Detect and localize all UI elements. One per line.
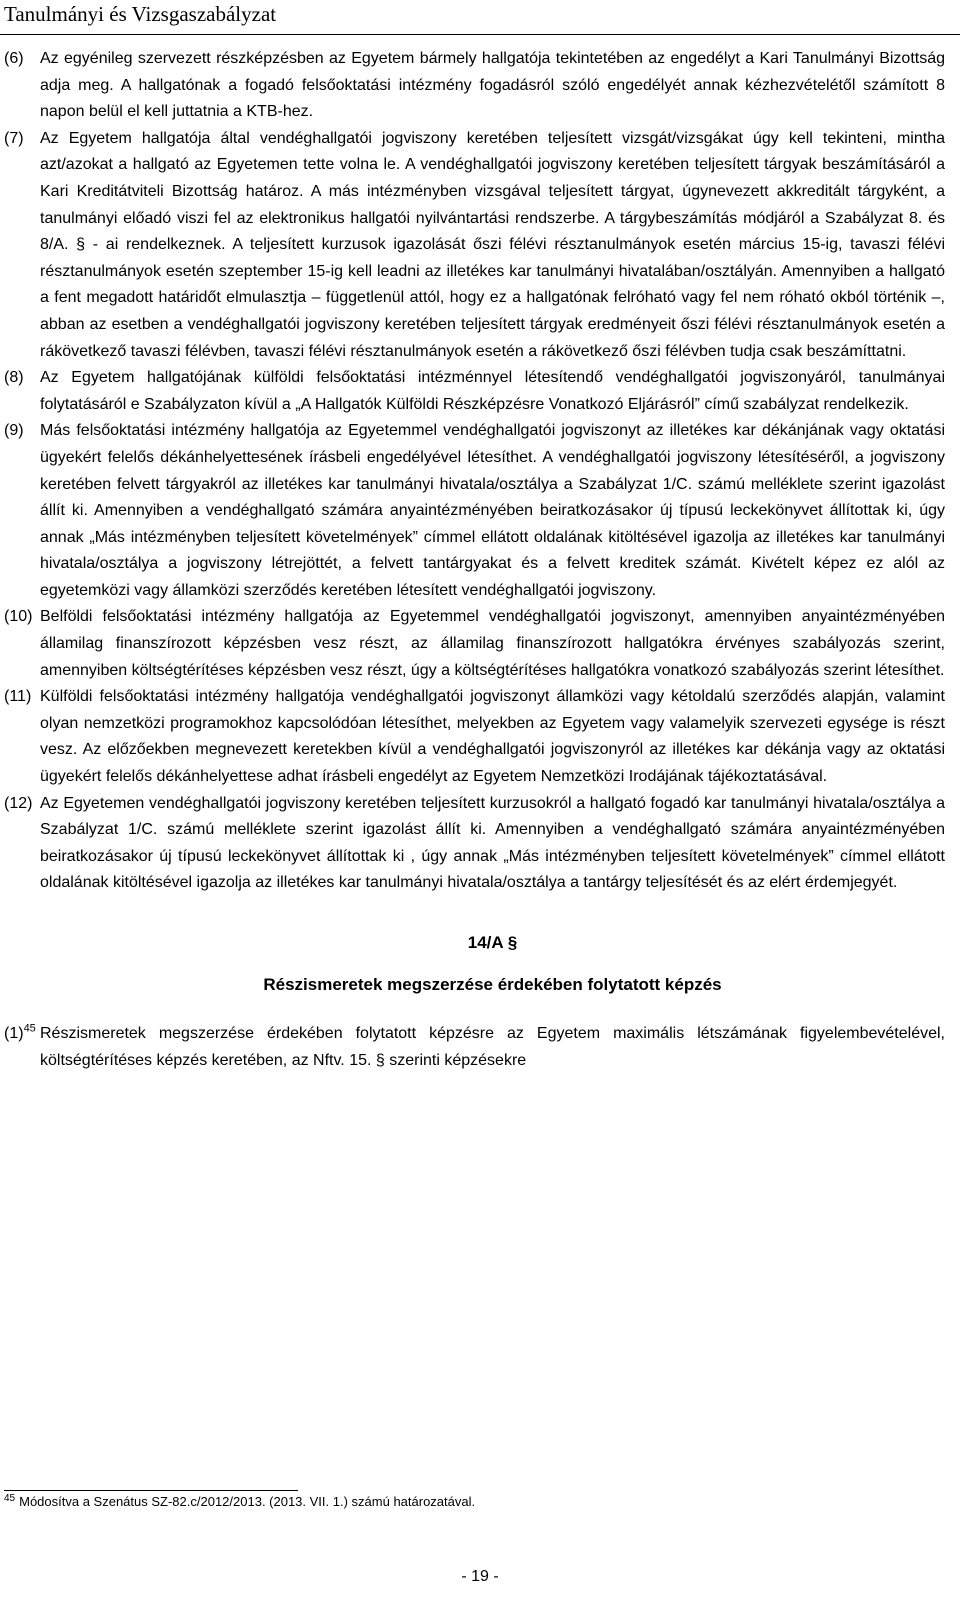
paragraph-number xyxy=(4,1021,36,1048)
paragraph-number: (8) xyxy=(4,369,24,387)
page-header xyxy=(0,0,960,36)
section-number: 14/A § xyxy=(467,933,518,952)
footnote xyxy=(4,1494,475,1509)
paragraph-text: Az Egyetem hallgatója által vendéghallgatói jogviszony keretében teljesített vizsgát/vizsgákat úgy kell tekinteni, mintha azt/azokat a hallgató az Egyetemen tette volna le. A vendéghallgatói jogviszony keretében teljesített tárgyak beszámításáról a Kari Kreditátviteli Bizottság határoz. A más intézményben vizsgával teljesített tárgyat, úgynevezett akkreditált tárgyként, a tanulmányi előadó viszi fel az elektronikus hallgatói nyilvántartási rendszerbe. A tárgybeszámítás módjáról a Szabályzat 8. és 8/A. § - ai rendelkeznek. A teljesített kurzusok igazolását őszi félévi résztanulmányok esetén március 15-ig, tavaszi félévi résztanulmányok esetén szeptember 15-ig kell leadni az illetékes kar tanulmányi hivatalában/osztályán. Amennyiben a hallgató a fent megadott határidőt elmulasztja – függetlenül attól, hogy ez a hallgatónak felróható vagy fel nem róható okból történik –, abban az esetben a vendéghallgatói jogviszony keretében teljesített tárgyak eredményeit őszi félévi résztanulmányok esetén a rákövetkező tavaszi félévben, tavaszi félévi résztanulmányok esetén a rákövetkező őszi félévben tudja csak beszámíttatni. xyxy=(40,129,945,360)
paragraph-9 xyxy=(0,418,945,604)
paragraph-8 xyxy=(0,365,945,418)
header-divider xyxy=(0,34,960,35)
paragraph-text: Más felsőoktatási intézmény hallgatója az Egyetemmel vendéghallgatói jogviszonyt az illetékes kar dékánjának vagy oktatási ügyekért felelős dékánhelyettesének írásbeli engedélyével létesíthet. A vendéghallgatói jogviszony létesítéséről, a jogviszony keretében felvett tárgyakról az illetékes kar tanulmányi hivatala/osztálya a Szabályzat 1/C. számú melléklete szerint igazolást állít ki. Amennyiben a vendéghallgató számára anyaintézményében beiratkozásakor új típusú leckekönyvet állítottak ki, úgy annak „Más intézményben teljesített követelmények” címmel ellátott oldalának kitöltésével igazolja az illetékes kar tanulmányi hivatala/osztálya a jogviszony létrejöttét, a felvett tantárgyakat és a felvett kreditek számát. Kivételt képez ez alól az egyetemközi vagy államközi szerződés keretében létesített vendéghallgatói jogviszony. xyxy=(40,422,945,599)
paragraph-number: (10) xyxy=(4,608,33,626)
document-body xyxy=(0,46,945,1074)
paragraph-number: (12) xyxy=(4,794,33,812)
footnote-mark: 45 xyxy=(4,1492,16,1504)
paragraph-11 xyxy=(0,684,945,790)
paragraph-number-label: (1) xyxy=(4,1025,24,1042)
section-title: Részismeretek megszerzése érdekében folytatott képzés xyxy=(263,975,722,994)
paragraph-text: Külföldi felsőoktatási intézmény hallgatója vendéghallgatói jogviszonyt államközi vagy kétoldalú szerződés alapján, valamint olyan nemzetközi programokhoz kapcsolódóan létesíthet, melyekben az Egyetem vagy valamelyik szervezeti egysége is részt vesz. Az előzőekben megnevezett keretekben kívül a vendéghallgatói jogviszonyról az illetékes kar dékánja vagy az oktatási ügyekért felelős dékánhelyettese adhat írásbeli engedélyt az Egyetem Nemzetközi Irodájának tájékoztatásával. xyxy=(40,688,945,786)
paragraph-text: Belföldi felsőoktatási intézmény hallgatója az Egyetemmel vendéghallgatói jogviszonyt, amennyiben anyaintézményében államilag finanszírozott képzésben vesz részt, az államilag finanszírozott hallgatókra érvényes szabályozás szerint, amennyiben költségtérítéses képzésben vesz részt, úgy a költségtérítéses hallgatókra vonatkozó szabályozás szerint létesíthet. xyxy=(40,608,945,679)
paragraph-text: Részismeretek megszerzése érdekében folytatott képzésre az Egyetem maximális létszámának figyelembevételével, költségtérítéses képzés keretében, az Nftv. 15. § szerinti képzésekre xyxy=(40,1025,945,1069)
paragraph-12 xyxy=(0,791,945,897)
paragraph-number: (9) xyxy=(4,422,24,440)
footnote-reference[interactable]: 45 xyxy=(23,1022,36,1035)
paragraph-number: (7) xyxy=(4,129,24,147)
paragraph-number: (11) xyxy=(4,688,32,706)
paragraph-7 xyxy=(0,126,945,365)
paragraph-number: (6) xyxy=(4,50,24,67)
footnote-text: Módosítva a Szenátus SZ-82.c/2012/2013. (2013. VII. 1.) számú határozatával. xyxy=(19,1494,476,1509)
paragraph-10 xyxy=(0,604,945,684)
paragraph-6 xyxy=(0,46,945,126)
document-title: Tanulmányi és Vizsgaszabályzat xyxy=(4,2,277,26)
footnote-divider xyxy=(4,1490,298,1491)
paragraph-text: Az Egyetemen vendéghallgatói jogviszony keretében teljesített kurzusokról a hallgató fogadó kar tanulmányi hivatala/osztálya a Szabályzat 1/C. számú melléklete szerint igazolást állít ki. Amennyiben a vendéghallgató számára anyaintézményében beiratkozásakor új típusú leckekönyvet állítottak ki , úgy annak „Más intézményben teljesített követelmények” címmel ellátott oldalának kitöltésével igazolja az illetékes kar tanulmányi hivatala/osztálya a tantárgy teljesítését és az elért érdemjegyét. xyxy=(40,794,945,892)
page-number: - 19 - xyxy=(461,1568,499,1585)
section-paragraph-1 xyxy=(0,1021,945,1074)
paragraph-text: Az egyénileg szervezett részképzésben az Egyetem bármely hallgatója tekintetében az engedélyt a Kari Tanulmányi Bizottság adja meg. A hallgatónak a fogadó felsőoktatási intézmény fogadásról szóló engedélyét annak kézhezvételétől számított 8 napon belül el kell juttatnia a KTB-hez. xyxy=(40,50,945,121)
paragraph-text: Az Egyetem hallgatójának külföldi felsőoktatási intézménnyel létesítendő vendéghallgatói jogviszonyáról, tanulmányai folytatásáról e Szabályzaton kívül a „A Hallgatók Külföldi Részképzésre Vonatkozó Eljárásról” című szabályzat rendelkezik. xyxy=(40,369,945,413)
